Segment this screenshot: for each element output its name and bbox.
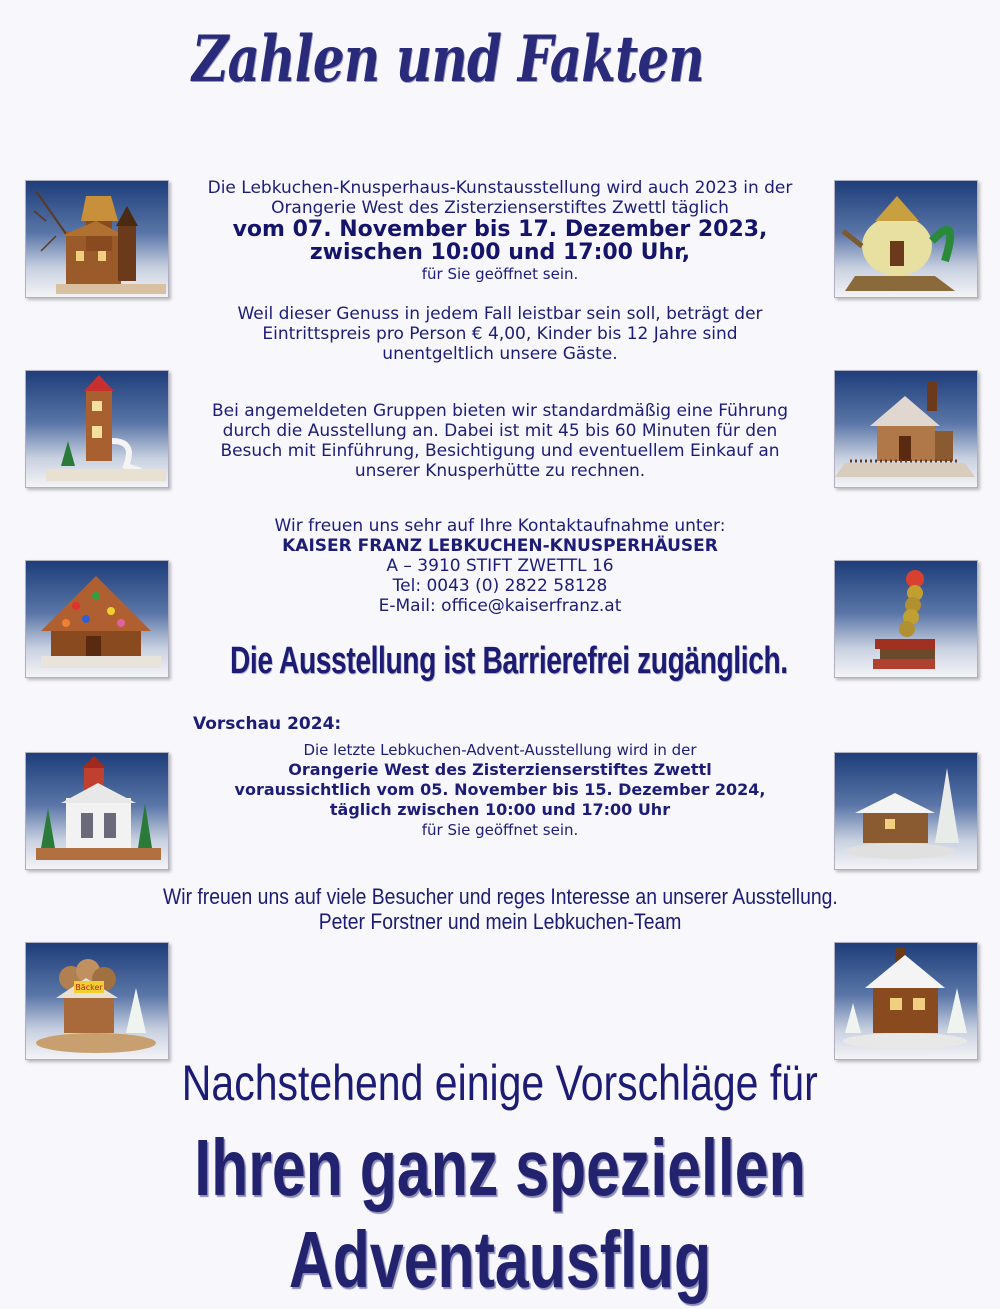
page-title: Zahlen und Fakten	[192, 22, 704, 97]
photo-candy-house	[25, 560, 169, 678]
thanks-line: Wir freuen uns auf viele Besucher und reges Interesse an unserer Ausstellung.	[162, 884, 838, 909]
price-line: Weil dieser Genuss in jedem Fall leistbar sein soll, beträgt der	[237, 304, 763, 324]
opening-info	[160, 178, 840, 284]
preview-dates: voraussichtlich vom 05. November bis 15. Dezember 2024,	[234, 780, 766, 799]
email-link[interactable]: E-Mail: office@kaiserfranz.at	[378, 596, 622, 616]
photo-teapot-house	[834, 180, 978, 298]
groups-line: Bei angemeldeten Gruppen bieten wir standardmäßig eine Führung	[212, 401, 788, 421]
photo-bakery-stand	[25, 942, 169, 1060]
proposal-heading	[0, 1054, 1000, 1112]
address: A – 3910 STIFT ZWETTL 16	[386, 556, 614, 576]
candy-house-icon	[26, 561, 168, 677]
preview-heading: Vorschau 2024:	[193, 714, 342, 734]
photo-gingerbread-chapel	[25, 752, 169, 870]
contact-info	[160, 516, 840, 616]
signature-line: Peter Forstner und mein Lebkuchen-Team	[318, 909, 682, 934]
gingerbread-villa-icon	[26, 181, 168, 297]
snowy-cottage-icon	[835, 371, 977, 487]
groups-line: unserer Knusperhütte zu rechnen.	[354, 461, 646, 481]
bookworm-figure-icon	[835, 561, 977, 677]
closing-message	[100, 884, 900, 934]
accessibility-notice: Die Ausstellung ist Barrierefrei zugänglich.	[230, 640, 788, 682]
intro-line: für Sie geöffnet sein.	[421, 265, 579, 283]
preview-venue: Orangerie West des Zisterzienserstiftes Zwettl	[288, 760, 712, 779]
exhibition-dates: vom 07. November bis 17. Dezember 2023,	[232, 217, 768, 242]
preview-line: Die letzte Lebkuchen-Advent-Ausstellung wird in der	[303, 741, 697, 759]
gingerbread-chapel-icon	[26, 753, 168, 869]
preview-hours: täglich zwischen 10:00 und 17:00 Uhr	[329, 800, 671, 819]
photo-snowy-cottage	[834, 370, 978, 488]
bakery-stand-icon	[26, 943, 168, 1059]
groups-line: durch die Ausstellung an. Dabei ist mit 45 bis 60 Minuten für den	[222, 421, 778, 441]
preview-line: für Sie geöffnet sein.	[421, 821, 579, 839]
contact-intro: Wir freuen uns sehr auf Ihre Kontaktaufnahme unter:	[274, 516, 726, 536]
proposal-text: Nachstehend einige Vorschläge für	[182, 1055, 818, 1111]
preview-info	[200, 740, 800, 840]
photo-tall-gingerbread-house	[25, 370, 169, 488]
photo-wooden-cabin	[834, 942, 978, 1060]
phone: Tel: 0043 (0) 2822 58128	[392, 576, 608, 596]
company-name: KAISER FRANZ LEBKUCHEN-KNUSPERHÄUSER	[282, 536, 718, 556]
group-tours-info	[160, 401, 840, 481]
photo-snow-hut	[834, 752, 978, 870]
price-info	[160, 304, 840, 364]
excursion-text: Ihren ganz speziellen Adventausflug	[194, 1123, 806, 1304]
photo-gingerbread-villa	[25, 180, 169, 298]
groups-line: Besuch mit Einführung, Besichtigung und eventuellem Einkauf an	[220, 441, 780, 461]
intro-line: Orangerie West des Zisterzienserstiftes Zwettl täglich	[271, 198, 729, 218]
teapot-house-icon	[835, 181, 977, 297]
snow-hut-icon	[835, 753, 977, 869]
photo-bookworm-figure	[834, 560, 978, 678]
price-line: Eintrittspreis pro Person € 4,00, Kinder bis 12 Jahre sind	[262, 324, 738, 344]
excursion-heading	[0, 1122, 1000, 1306]
intro-line: Die Lebkuchen-Knusperhaus-Kunstausstellung wird auch 2023 in der	[207, 178, 793, 198]
opening-hours: zwischen 10:00 und 17:00 Uhr,	[309, 240, 691, 265]
tall-gingerbread-house-icon	[26, 371, 168, 487]
price-line: unentgeltlich unsere Gäste.	[382, 344, 618, 364]
svg-text:Bäcker: Bäcker	[75, 983, 103, 992]
wooden-cabin-icon	[835, 943, 977, 1059]
